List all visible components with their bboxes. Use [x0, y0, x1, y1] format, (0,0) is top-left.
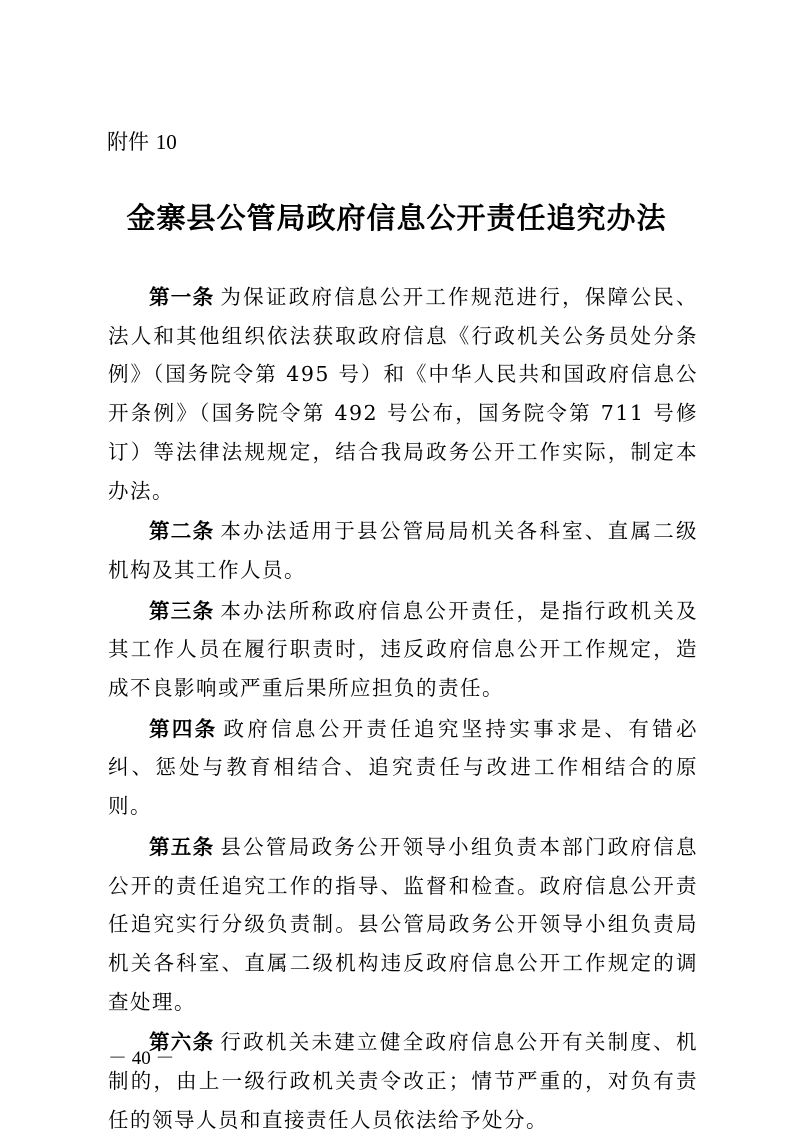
- article-3: [108, 592, 698, 708]
- attachment-label: [107, 126, 177, 156]
- article-1: [108, 278, 698, 510]
- article-heading: 第四条: [149, 716, 218, 741]
- article-heading: 第六条: [149, 1030, 215, 1055]
- page-number: － 40 －: [108, 1048, 175, 1069]
- document-body: [108, 278, 698, 1141]
- document-title: 金寨县公管局政府信息公开责任追究办法: [126, 201, 667, 235]
- article-heading: 第一条: [149, 285, 215, 309]
- article-6: [108, 1023, 698, 1139]
- article-text: 行政机关未建立健全政府信息公开有关制度、机制的，由上一级行政机关责令改正；情节严重的，对负有责任的领导人员和直接责任人员依法给予处分。: [108, 1030, 699, 1132]
- article-text: 县公管局政务公开领导小组负责本部门政府信息公开的责任追究工作的指导、监督和检查。政府信息公开责任追究实行分级负责制。县公管局政务公开领导小组负责局机关各科室、直属二级机构违反政府信息公开工作规定的调查处理。: [108, 834, 699, 1014]
- article-text: 为保证政府信息公开工作规范进行，保障公民、法人和其他组织依法获取政府信息《行政机关公务员处分条例》（国务院令第 495 号）和《中华人民共和国政府信息公开条例》（国务院令第 492 号公布，国务院令第 711 号修订）等法律法规规定，结合我局政务公开工作实际，制定本办法。: [108, 285, 699, 503]
- attachment-number: 10: [155, 130, 177, 154]
- article-5: [108, 828, 698, 1022]
- article-4: [108, 710, 698, 826]
- article-heading: 第五条: [149, 834, 215, 859]
- article-text: 政府信息公开责任追究坚持实事求是、有错必纠、惩处与教育相结合、追究责任与改进工作相结合的原则。: [108, 716, 699, 819]
- article-heading: 第二条: [149, 519, 215, 544]
- article-text: 本办法所称政府信息公开责任，是指行政机关及其工作人员在履行职责时，违反政府信息公开工作规定，造成不良影响或严重后果所应担负的责任。: [108, 598, 699, 701]
- article-2: [108, 512, 698, 589]
- attachment-label-text: 附件: [107, 130, 149, 154]
- article-heading: 第三条: [149, 598, 215, 623]
- article-text: 本办法适用于县公管局局机关各科室、直属二级机构及其工作人员。: [108, 519, 699, 582]
